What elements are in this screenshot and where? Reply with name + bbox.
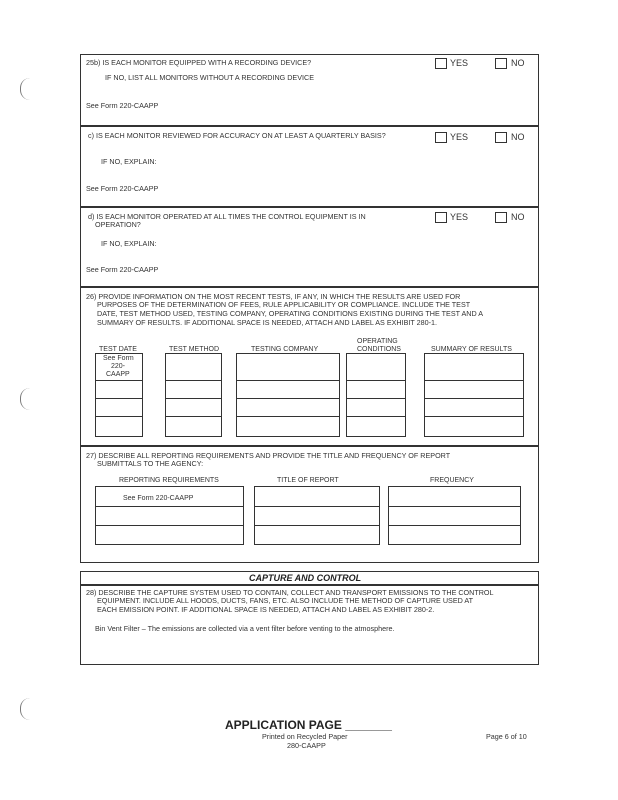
- q25c-yes-label: YES: [450, 132, 469, 142]
- binder-hole-mark: [20, 78, 31, 100]
- header-operating-line1: OPERATING: [357, 338, 398, 345]
- binder-hole-mark: [20, 698, 31, 720]
- q25b-no-label: NO: [511, 58, 525, 68]
- capture-control-title: CAPTURE AND CONTROL: [249, 573, 362, 583]
- summary-column: [424, 353, 524, 437]
- test-method-column: [165, 353, 222, 437]
- q27-line1: 27) DESCRIBE ALL REPORTING REQUIREMENTS AND PROVIDE THE TITLE AND FREQUENCY OF REPORT: [86, 451, 451, 460]
- header-test-date: TEST DATE: [99, 346, 137, 353]
- test-date-cell-line3: CAAPP: [106, 371, 130, 378]
- q25b-if-no: IF NO, LIST ALL MONITORS WITHOUT A RECORDING DEVICE: [105, 73, 315, 82]
- row-divider: [95, 380, 143, 381]
- title-of-report-column: [254, 486, 380, 545]
- row-divider: [346, 380, 406, 381]
- q26-line3: DATE, TEST METHOD USED, TESTING COMPANY, OPERATING CONDITIONS EXISTING DURING THE TEST AND A: [97, 309, 484, 318]
- q25b-question: 25b) IS EACH MONITOR EQUIPPED WITH A RECORDING DEVICE?: [86, 58, 312, 67]
- row-divider: [165, 416, 222, 417]
- q25c-if-no: IF NO, EXPLAIN:: [101, 157, 157, 166]
- row-divider: [388, 506, 521, 507]
- form-number: 280-CAAPP: [287, 741, 326, 750]
- q25d-yes-label: YES: [450, 212, 469, 222]
- q28-answer: Bin Vent Filter – The emissions are collected via a vent filter before venting to the atmosphere.: [95, 624, 395, 633]
- row-divider: [95, 398, 143, 399]
- row-divider: [95, 525, 244, 526]
- capture-control-header: [80, 571, 539, 585]
- q28-line3: EACH EMISSION POINT. IF ADDITIONAL SPACE IS NEEDED, ATTACH AND LABEL AS EXHIBIT 280-2.: [97, 605, 435, 614]
- row-divider: [95, 416, 143, 417]
- q25d-if-no: IF NO, EXPLAIN:: [101, 239, 157, 248]
- q25d-question-line2: OPERATION?: [95, 220, 141, 229]
- q25d-no-checkbox[interactable]: [495, 212, 507, 223]
- application-page-title: APPLICATION PAGE _______: [225, 718, 392, 732]
- section-26: [80, 287, 539, 446]
- header-summary: SUMMARY OF RESULTS: [431, 346, 512, 353]
- testing-company-column: [236, 353, 340, 437]
- printed-on-recycled: Printed on Recycled Paper: [262, 732, 348, 741]
- row-divider: [424, 380, 524, 381]
- q26-line1: 26) PROVIDE INFORMATION ON THE MOST RECENT TESTS, IF ANY, IN WHICH THE RESULTS ARE USED FOR: [86, 292, 461, 301]
- q25c-yes-checkbox[interactable]: [435, 132, 447, 143]
- section-27: [80, 446, 539, 563]
- operating-conditions-column: [346, 353, 406, 437]
- q25c-question: c) IS EACH MONITOR REVIEWED FOR ACCURACY ON AT LEAST A QUARTERLY BASIS?: [88, 131, 386, 140]
- row-divider: [254, 506, 380, 507]
- section-25d: [80, 207, 539, 287]
- q28-line1: 28) DESCRIBE THE CAPTURE SYSTEM USED TO CONTAIN, COLLECT AND TRANSPORT EMISSIONS TO THE CONTROL: [86, 588, 494, 597]
- test-date-cell-line2: 220-: [111, 363, 126, 370]
- row-divider: [388, 525, 521, 526]
- row-divider: [254, 525, 380, 526]
- row-divider: [236, 380, 340, 381]
- q25c-answer: See Form 220-CAAPP: [86, 184, 159, 193]
- q25c-no-label: NO: [511, 132, 525, 142]
- q25c-no-checkbox[interactable]: [495, 132, 507, 143]
- row-divider: [424, 416, 524, 417]
- row-divider: [236, 416, 340, 417]
- q26-line4: SUMMARY OF RESULTS. IF ADDITIONAL SPACE IS NEEDED, ATTACH AND LABEL AS EXHIBIT 280-1.: [97, 318, 438, 327]
- row-divider: [95, 506, 244, 507]
- reporting-requirement-cell: See Form 220-CAAPP: [123, 495, 194, 502]
- test-date-cell-line1: See Form: [103, 355, 134, 362]
- row-divider: [165, 398, 222, 399]
- q25d-question-line1: d) IS EACH MONITOR OPERATED AT ALL TIMES THE CONTROL EQUIPMENT IS IN: [88, 212, 366, 221]
- header-reporting-requirements: REPORTING REQUIREMENTS: [119, 477, 219, 484]
- section-28: [80, 585, 539, 665]
- row-divider: [236, 398, 340, 399]
- q25b-yes-checkbox[interactable]: [435, 58, 447, 69]
- row-divider: [165, 380, 222, 381]
- frequency-column: [388, 486, 521, 545]
- q26-line2: PURPOSES OF THE DETERMINATION OF FEES, RULE APPLICABILITY OR COMPLIANCE. INCLUDE THE TEST: [97, 300, 471, 309]
- q28-line2: EQUIPMENT. INCLUDE ALL HOODS, DUCTS, FANS, ETC. ALSO INCLUDE THE METHOD OF CAPTURE USED AT: [97, 596, 474, 605]
- header-operating-line2: CONDITIONS: [357, 346, 401, 353]
- row-divider: [346, 398, 406, 399]
- header-test-method: TEST METHOD: [169, 346, 220, 353]
- section-25c: [80, 126, 539, 207]
- header-frequency: FREQUENCY: [430, 477, 474, 484]
- q25b-no-checkbox[interactable]: [495, 58, 507, 69]
- header-testing-company: TESTING COMPANY: [251, 346, 319, 353]
- page-number: Page 6 of 10: [486, 732, 527, 741]
- section-25b: [80, 54, 539, 126]
- q25d-yes-checkbox[interactable]: [435, 212, 447, 223]
- header-title-of-report: TITLE OF REPORT: [277, 477, 339, 484]
- q25d-answer: See Form 220-CAAPP: [86, 265, 159, 274]
- binder-hole-mark: [20, 388, 31, 410]
- q25b-answer: See Form 220-CAAPP: [86, 101, 159, 110]
- row-divider: [424, 398, 524, 399]
- row-divider: [346, 416, 406, 417]
- q25b-yes-label: YES: [450, 58, 469, 68]
- q27-line2: SUBMITTALS TO THE AGENCY:: [97, 459, 204, 468]
- q25d-no-label: NO: [511, 212, 525, 222]
